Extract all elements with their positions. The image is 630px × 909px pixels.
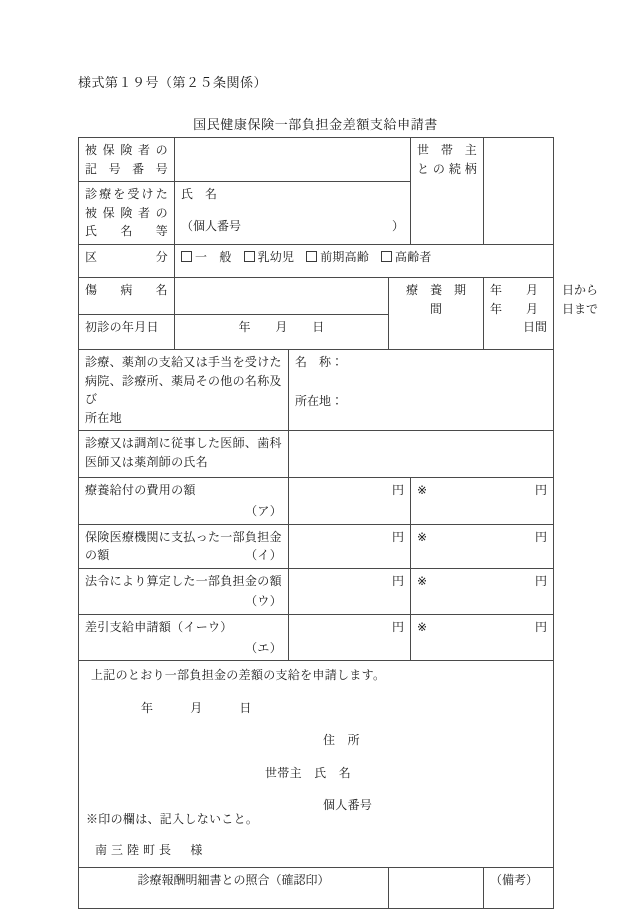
table-row-disease	[79, 277, 554, 314]
remarks-box[interactable]	[484, 867, 554, 908]
facility-label-line3: 所在地	[85, 410, 122, 425]
amount-unit-3: 円	[392, 619, 405, 634]
treatment-period-from: 年 月 日から	[490, 282, 599, 297]
table-row-facility	[79, 349, 554, 430]
declaration-date-field[interactable]: 年 月 日	[141, 700, 252, 715]
category-option-label-3: 高齢者	[395, 249, 432, 264]
category-checkbox-group	[181, 248, 547, 267]
amount-unit-0: 円	[392, 483, 405, 498]
checkbox-option-zenkikorei[interactable]	[306, 248, 369, 267]
treatment-period-input[interactable]	[484, 277, 599, 349]
first-visit-input[interactable]	[175, 314, 389, 349]
amount-marker-2: （ウ）	[245, 594, 282, 609]
amount-input-0[interactable]	[289, 478, 411, 524]
table-row-amount	[79, 524, 554, 568]
verification-label-text: 診療報酬明細書との照合（確認印）	[137, 872, 330, 887]
first-visit-label-text: 初診の年月日	[85, 319, 159, 334]
official-unit-3: 円	[535, 619, 548, 634]
treated-insured-label	[79, 182, 175, 245]
insured-number-label-line1: 被保険者の	[85, 143, 168, 157]
practitioner-label-line2: 医師又は薬剤師の氏名	[85, 454, 209, 469]
table-row-amount	[79, 614, 554, 660]
amount-official-0	[411, 478, 554, 524]
table-row-amount	[79, 568, 554, 614]
amount-label-1	[79, 524, 289, 568]
facility-label-line2: 病院、診療所、薬局その他の名称及 び	[85, 373, 295, 407]
disease-label-text: 傷 病 名	[85, 282, 168, 297]
amount-label-1-text: 保険医療機関に支払った一部負担金	[85, 529, 282, 544]
table-row-insured-number	[79, 138, 554, 182]
amount-unit-2: 円	[392, 573, 405, 588]
insured-number-label-line2: 記号番号	[85, 161, 168, 176]
mynumber-label: （個人番号	[181, 218, 242, 233]
insured-number-input[interactable]	[175, 138, 411, 182]
official-mark-icon-3: ※	[417, 619, 428, 634]
official-mark-icon-1: ※	[417, 529, 428, 544]
verification-stamp-box[interactable]	[389, 867, 484, 908]
amount-marker-0: （ア）	[245, 503, 282, 518]
category-label	[79, 244, 175, 277]
declaration-block	[79, 661, 554, 868]
applicant-address-label: 住 所	[323, 733, 360, 748]
amount-label-1-text2: の額	[85, 548, 110, 563]
first-visit-label	[79, 314, 175, 349]
footnote: ※印の欄は、記入しないこと。	[86, 812, 259, 826]
amount-input-3[interactable]	[289, 614, 411, 660]
official-unit-2: 円	[535, 573, 548, 588]
amount-official-3	[411, 614, 554, 660]
facility-input-cell[interactable]	[289, 349, 554, 430]
remarks-label: （備考）	[490, 872, 539, 887]
household-relation-input[interactable]	[484, 138, 554, 245]
amount-label-0-text: 療養給付の費用の額	[85, 483, 196, 498]
addressee-mayor	[95, 841, 547, 860]
mayor-name: 南三陸町長	[95, 843, 176, 858]
checkbox-icon[interactable]	[181, 251, 192, 262]
official-unit-0: 円	[535, 483, 548, 498]
checkbox-icon[interactable]	[381, 251, 392, 262]
treatment-period-days: 日間	[523, 320, 548, 335]
amount-label-3-text: 差引支給申請額（イーウ）	[85, 619, 233, 634]
treated-insured-label-line2: 被保険者の	[85, 205, 168, 220]
category-options-cell	[175, 244, 554, 277]
amount-label-0	[79, 478, 289, 524]
insured-number-label	[79, 138, 175, 182]
amount-marker-3: （エ）	[245, 640, 282, 655]
amount-official-1	[411, 524, 554, 568]
disease-input[interactable]	[175, 277, 389, 314]
applicant-name-label: 世帯主 氏 名	[265, 765, 352, 780]
applicant-mynumber-label: 個人番号	[323, 798, 373, 813]
household-relation-label-line2: との続柄	[417, 161, 478, 176]
mynumber-field[interactable]	[181, 217, 404, 236]
checkbox-icon[interactable]	[244, 251, 255, 262]
checkbox-option-nyuyoji[interactable]	[244, 248, 295, 267]
practitioner-label	[79, 431, 289, 478]
facility-name-label: 名 称：	[295, 354, 344, 369]
category-option-label-0: 一 般	[195, 249, 232, 264]
amount-input-2[interactable]	[289, 568, 411, 614]
declaration-text: 上記のとおり一部負担金の差額の支給を申請します。	[91, 668, 386, 683]
category-option-label-1: 乳幼児	[257, 249, 295, 264]
amount-label-3	[79, 614, 289, 660]
facility-address-label: 所在地：	[295, 393, 344, 408]
facility-label	[79, 349, 295, 430]
treated-insured-label-line3: 氏名等	[85, 224, 168, 239]
table-row-amount	[79, 478, 554, 524]
practitioner-input[interactable]	[289, 431, 554, 478]
category-label-text: 区 分	[85, 249, 168, 264]
disease-label	[79, 277, 175, 314]
amount-marker-1: （イ）	[245, 548, 282, 563]
amount-label-2-text: 法令により算定した一部負担金の額	[85, 573, 282, 588]
amount-label-2	[79, 568, 289, 614]
amount-unit-1: 円	[392, 529, 405, 544]
household-relation-label	[411, 138, 484, 245]
category-option-label-2: 前期高齢	[320, 249, 370, 264]
checkbox-option-ippan[interactable]	[181, 248, 232, 267]
table-row-verification	[79, 867, 554, 908]
official-unit-1: 円	[535, 529, 548, 544]
table-row-category	[79, 244, 554, 277]
official-mark-icon-2: ※	[417, 573, 428, 588]
name-field-label: 氏 名	[181, 187, 218, 202]
amount-official-2	[411, 568, 554, 614]
treatment-period-label-text: 療 養 期 間	[406, 282, 479, 316]
facility-label-line1: 診療、薬剤の支給又は手当を受けた	[85, 354, 282, 369]
practitioner-label-line1: 診療又は調剤に従事した医師、歯科	[85, 436, 282, 451]
verification-label	[79, 867, 389, 908]
checkbox-option-koreisha[interactable]	[381, 248, 432, 267]
application-form-table	[78, 137, 599, 909]
official-mark-icon-0: ※	[417, 483, 428, 498]
amount-input-1[interactable]	[289, 524, 411, 568]
table-row-declaration	[79, 661, 554, 868]
household-relation-label-line1: 世帯主	[417, 143, 478, 157]
table-row-practitioner	[79, 431, 554, 478]
mayor-honorific: 様	[190, 843, 203, 858]
first-visit-date-placeholder: 年 月 日	[238, 319, 325, 334]
form-number: 様式第１９号（第２５条関係）	[78, 75, 268, 90]
treatment-period-label	[389, 277, 484, 349]
treatment-period-to: 年 月 日まで	[490, 301, 599, 316]
insured-name-cell[interactable]	[175, 182, 411, 245]
treated-insured-label-line1: 診療を受けた	[85, 187, 168, 202]
checkbox-icon[interactable]	[306, 251, 317, 262]
mynumber-close-paren: ）	[392, 218, 405, 233]
page-title: 国民健康保険一部負担金差額支給申請書	[193, 117, 438, 132]
